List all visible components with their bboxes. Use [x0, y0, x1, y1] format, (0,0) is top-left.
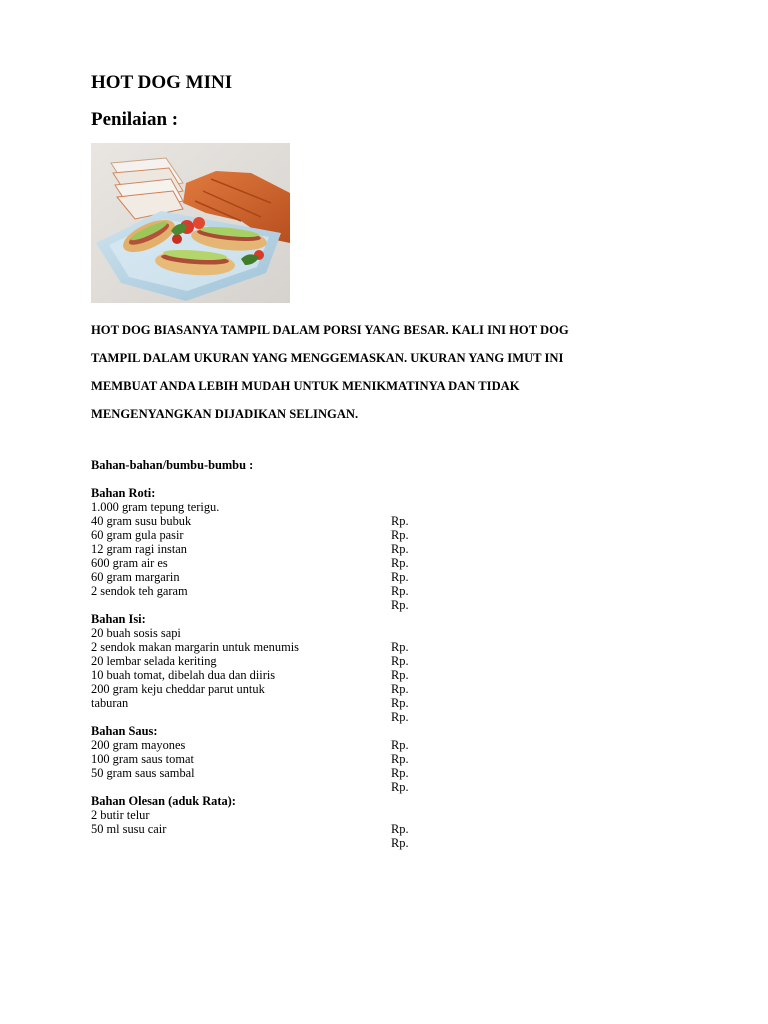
list-item: [91, 836, 611, 850]
list-item: [91, 808, 611, 822]
price-label: Rp.: [391, 570, 409, 584]
ingredients-heading: Bahan-bahan/bumbu-bumbu :: [91, 458, 254, 472]
price-label: Rp.: [391, 528, 409, 542]
intro-line: HOT DOG BIASANYA TAMPIL DALAM PORSI YANG BESAR. KALI INI HOT DOG: [91, 323, 569, 337]
price-label: Rp.: [391, 668, 409, 682]
list-item: [91, 598, 611, 612]
ingredient-text: 10 buah tomat, dibelah dua dan diiris: [91, 668, 276, 682]
list-item: [91, 738, 611, 752]
price-label: Rp.: [391, 542, 409, 556]
list-item: [91, 752, 611, 766]
list-item: [91, 570, 611, 584]
ingredient-text: taburan: [91, 696, 129, 710]
ingredient-text: 20 lembar selada keriting: [91, 654, 217, 668]
rating-label: Penilaian :: [91, 109, 179, 130]
list-item: [91, 668, 611, 682]
ingredient-text: 100 gram saus tomat: [91, 752, 194, 766]
ingredient-text: 60 gram gula pasir: [91, 528, 184, 542]
ingredient-text: 12 gram ragi instan: [91, 542, 188, 556]
price-label: Rp.: [391, 556, 409, 570]
list-item: [91, 500, 611, 514]
list-item: [91, 556, 611, 570]
ingredient-text: 200 gram keju cheddar parut untuk: [91, 682, 265, 696]
intro-line: TAMPIL DALAM UKURAN YANG MENGGEMASKAN. UKURAN YANG IMUT INI: [91, 351, 564, 365]
price-label: Rp.: [391, 738, 409, 752]
list-item: [91, 514, 611, 528]
list-item: [91, 654, 611, 668]
hot-dog-photo: [91, 143, 290, 303]
price-label: Rp.: [391, 766, 409, 780]
ingredient-text: 50 ml susu cair: [91, 822, 167, 836]
ingredient-text: 2 sendok teh garam: [91, 584, 188, 598]
list-item: [91, 542, 611, 556]
list-item: [91, 696, 611, 710]
list-item: [91, 822, 611, 836]
ingredient-text: 200 gram mayones: [91, 738, 186, 752]
price-label: Rp.: [391, 598, 409, 612]
price-label: Rp.: [391, 682, 409, 696]
price-label: Rp.: [391, 584, 409, 598]
ingredient-text: 2 butir telur: [91, 808, 150, 822]
ingredient-text: 60 gram margarin: [91, 570, 180, 584]
list-item: [91, 528, 611, 542]
list-item: [91, 682, 611, 696]
price-label: Rp.: [391, 696, 409, 710]
list-item: [91, 640, 611, 654]
price-label: Rp.: [391, 822, 409, 836]
price-label: Rp.: [391, 780, 409, 794]
price-label: Rp.: [391, 752, 409, 766]
intro-line: MEMBUAT ANDA LEBIH MUDAH UNTUK MENIKMATINYA DAN TIDAK: [91, 379, 520, 393]
intro-paragraph: [91, 316, 691, 428]
intro-line: MENGENYANGKAN DIJADIKAN SELINGAN.: [91, 407, 359, 421]
ingredient-text: 20 buah sosis sapi: [91, 626, 181, 640]
section-heading-isi: Bahan Isi:: [91, 612, 146, 626]
ingredient-text: 600 gram air es: [91, 556, 168, 570]
ingredient-text: 2 sendok makan margarin untuk menumis: [91, 640, 299, 654]
price-label: Rp.: [391, 710, 409, 724]
price-label: Rp.: [391, 654, 409, 668]
ingredient-text: 50 gram saus sambal: [91, 766, 195, 780]
ingredient-text: 40 gram susu bubuk: [91, 514, 192, 528]
list-item: [91, 780, 611, 794]
section-heading-roti: Bahan Roti:: [91, 486, 156, 500]
price-label: Rp.: [391, 640, 409, 654]
list-item: [91, 766, 611, 780]
section-heading-olesan: Bahan Olesan (aduk Rata):: [91, 794, 236, 808]
section-heading-saus: Bahan Saus:: [91, 724, 158, 738]
ingredient-text: 1.000 gram tepung terigu.: [91, 500, 220, 514]
list-item: [91, 626, 611, 640]
recipe-title: HOT DOG MINI: [91, 72, 233, 93]
price-label: Rp.: [391, 836, 409, 850]
list-item: [91, 710, 611, 724]
list-item: [91, 584, 611, 598]
price-label: Rp.: [391, 514, 409, 528]
ingredients-section: [91, 458, 611, 850]
spacer: [91, 472, 611, 486]
